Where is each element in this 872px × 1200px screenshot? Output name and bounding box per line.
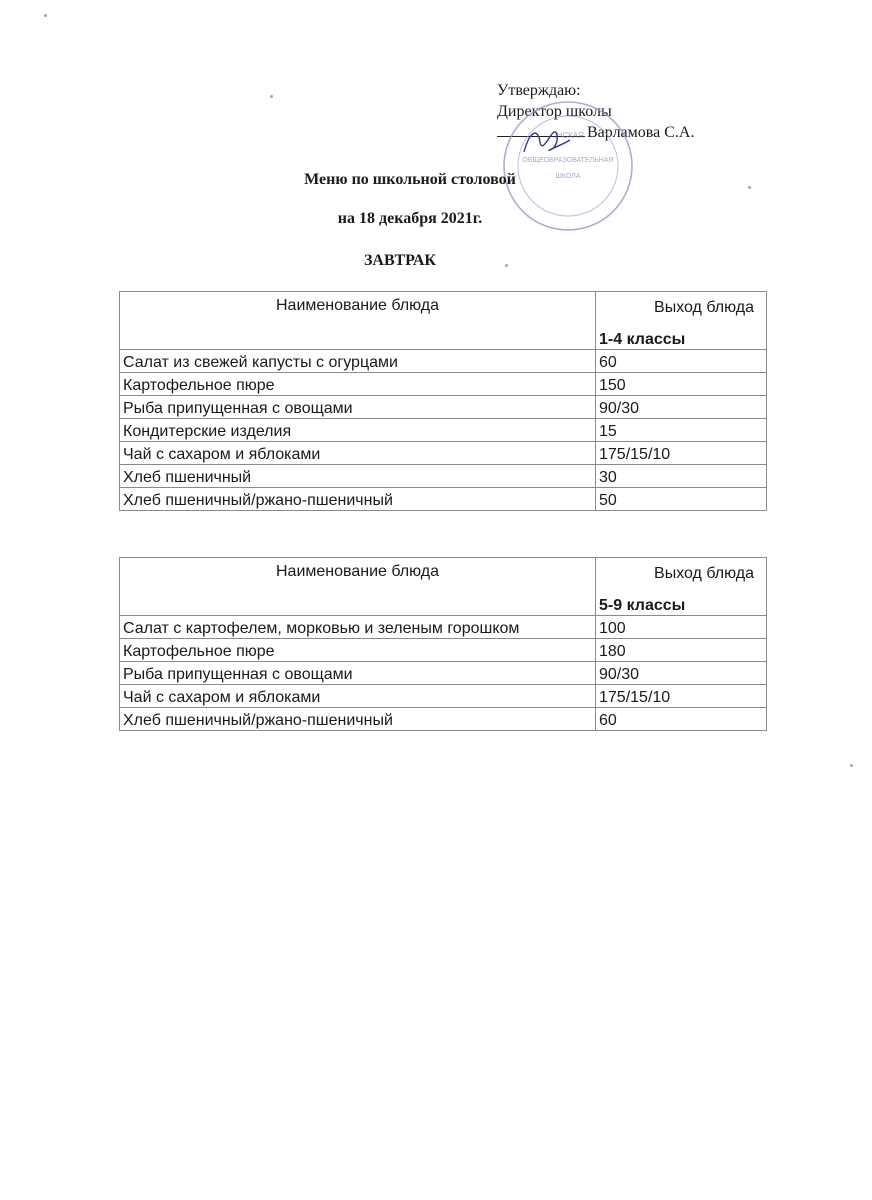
approval-block: [497, 80, 694, 143]
class-label: 5-9 классы: [596, 593, 767, 616]
header-yield: Выход блюда: [596, 292, 767, 328]
table-row: [120, 662, 767, 685]
menu-title: Меню по школьной столовой: [304, 171, 516, 188]
menu-table-grades-5-9: [119, 557, 767, 731]
dish-yield: 60: [596, 708, 767, 731]
header-dish-name: Наименование блюда: [120, 292, 596, 350]
dish-name: Хлеб пшеничный: [120, 465, 596, 488]
scan-speck: [505, 264, 508, 267]
dish-yield: 50: [596, 488, 767, 511]
dish-name: Салат из свежей капусты с огурцами: [120, 350, 596, 373]
dish-yield: 150: [596, 373, 767, 396]
dish-yield: 175/15/10: [596, 442, 767, 465]
scan-speck: [270, 95, 273, 98]
table-header-row: [120, 558, 767, 594]
dish-name: Чай с сахаром и яблоками: [120, 442, 596, 465]
scan-speck: [748, 186, 751, 189]
approval-signature-line: [497, 122, 694, 143]
approval-signer: Варламова С.А.: [587, 124, 695, 141]
scan-speck: [850, 764, 853, 767]
class-label: 1-4 классы: [596, 327, 767, 350]
table-row: [120, 708, 767, 731]
dish-yield: 100: [596, 616, 767, 639]
dish-name: Салат с картофелем, морковью и зеленым горошком: [120, 616, 596, 639]
table-row: [120, 396, 767, 419]
menu-date: на 18 декабря 2021г.: [337, 210, 483, 227]
table-row: [120, 616, 767, 639]
dish-name: Хлеб пшеничный/ржано-пшеничный: [120, 708, 596, 731]
dish-name: Картофельное пюре: [120, 639, 596, 662]
table-row: [120, 442, 767, 465]
table-header-row: [120, 292, 767, 328]
approval-position: Директор школы: [497, 103, 612, 120]
dish-yield: 60: [596, 350, 767, 373]
table-row: [120, 685, 767, 708]
meal-title: ЗАВТРАК: [363, 252, 436, 269]
svg-text:ШКОЛА: ШКОЛА: [555, 173, 581, 180]
dish-yield: 30: [596, 465, 767, 488]
menu-table-grades-1-4: [119, 291, 767, 511]
table-row: [120, 373, 767, 396]
signature-blank: [497, 122, 585, 137]
table-row: [120, 350, 767, 373]
svg-text:..НСКАЯ: ..НСКАЯ: [552, 131, 584, 140]
scan-speck: [44, 14, 47, 17]
dish-yield: 180: [596, 639, 767, 662]
dish-name: Хлеб пшеничный/ржано-пшеничный: [120, 488, 596, 511]
table-row: [120, 488, 767, 511]
dish-yield: 15: [596, 419, 767, 442]
dish-name: Картофельное пюре: [120, 373, 596, 396]
dish-yield: 175/15/10: [596, 685, 767, 708]
table-row: [120, 639, 767, 662]
svg-text:ОБЩЕОБРАЗОВАТЕЛЬНАЯ: ОБЩЕОБРАЗОВАТЕЛЬНАЯ: [522, 157, 614, 164]
table-row: [120, 419, 767, 442]
dish-name: Кондитерские изделия: [120, 419, 596, 442]
dish-yield: 90/30: [596, 396, 767, 419]
dish-yield: 90/30: [596, 662, 767, 685]
header-yield: Выход блюда: [596, 558, 767, 594]
dish-name: Чай с сахаром и яблоками: [120, 685, 596, 708]
dish-name: Рыба припущенная с овощами: [120, 396, 596, 419]
dish-name: Рыба припущенная с овощами: [120, 662, 596, 685]
table-row: [120, 465, 767, 488]
approval-title: Утверждаю:: [497, 82, 581, 99]
header-dish-name: Наименование блюда: [120, 558, 596, 616]
